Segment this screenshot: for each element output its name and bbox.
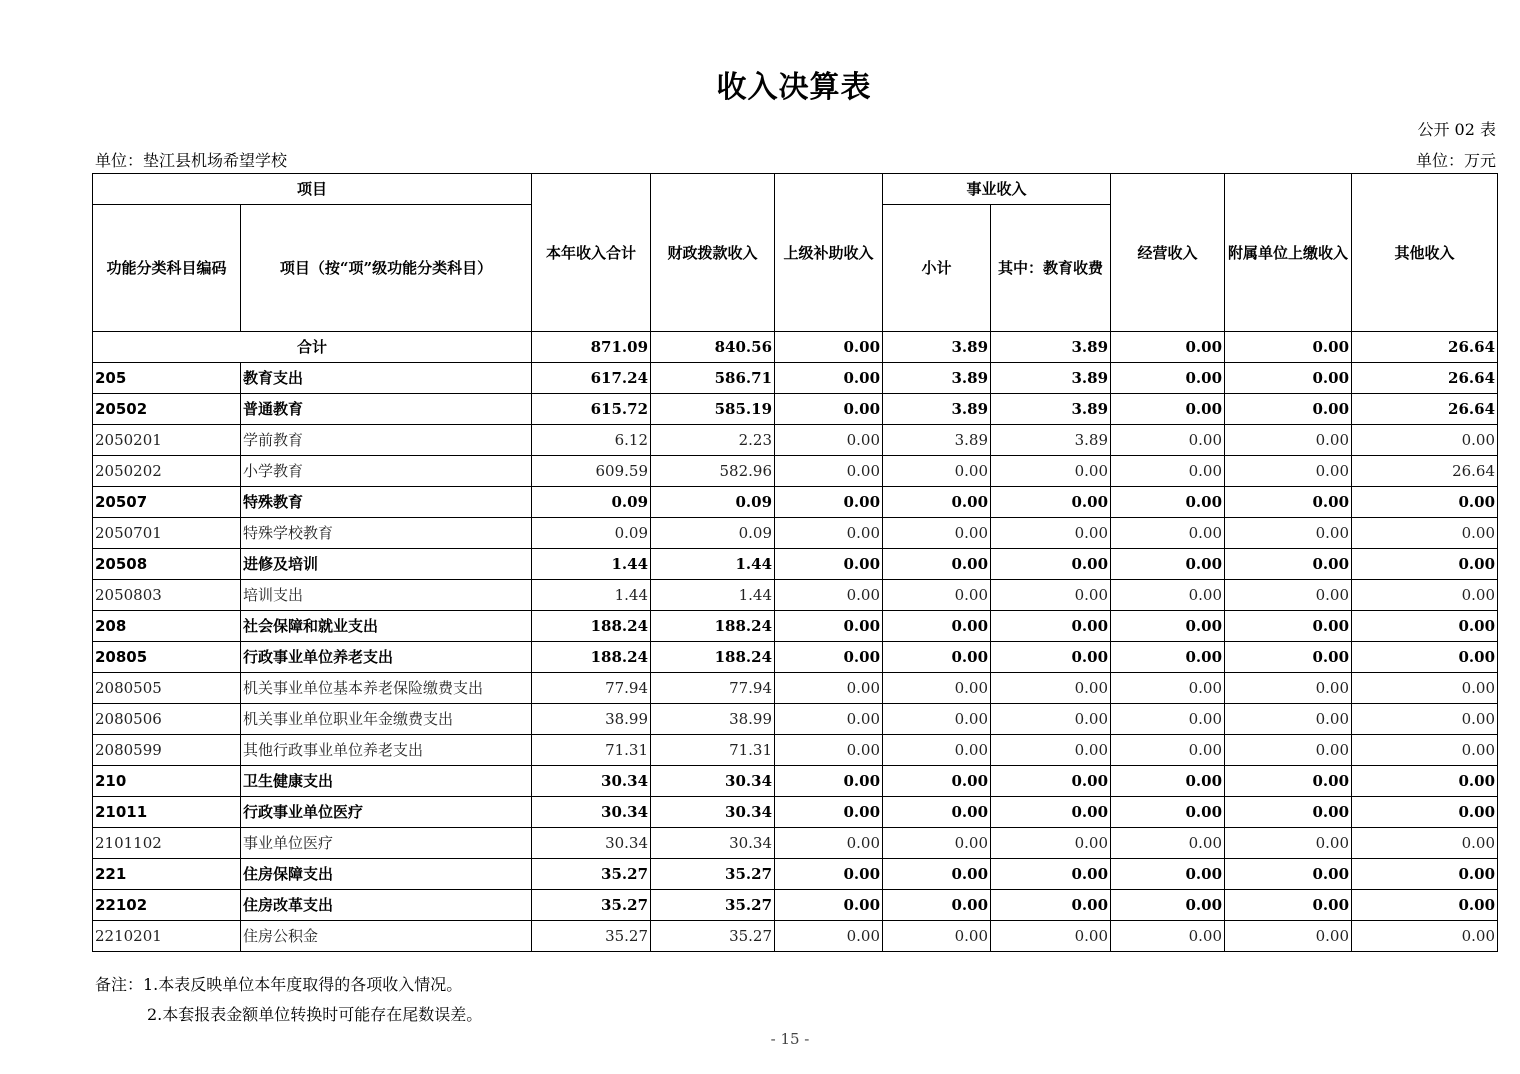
- row-value: 0.00: [883, 642, 991, 673]
- row-value: 0.00: [1111, 642, 1225, 673]
- row-value: 0.00: [883, 580, 991, 611]
- row-name: 住房保障支出: [241, 859, 532, 890]
- table-row: [93, 766, 1498, 797]
- row-value: 0.00: [1111, 394, 1225, 425]
- row-value: 0.00: [1352, 921, 1498, 952]
- total-row: [93, 332, 1498, 363]
- row-code: 2080599: [93, 735, 241, 766]
- row-value: 0.00: [1225, 549, 1352, 580]
- row-value: 0.00: [1225, 859, 1352, 890]
- row-value: 77.94: [532, 673, 651, 704]
- row-value: 0.00: [775, 735, 883, 766]
- row-value: 0.00: [883, 518, 991, 549]
- header-affiliated: 附属单位上缴收入: [1225, 174, 1352, 332]
- row-value: 0.00: [1352, 797, 1498, 828]
- row-value: 0.00: [991, 487, 1111, 518]
- row-value: 0.00: [883, 704, 991, 735]
- row-value: 0.00: [1352, 549, 1498, 580]
- row-code: 2210201: [93, 921, 241, 952]
- row-value: 30.34: [532, 766, 651, 797]
- header-superior: 上级补助收入: [775, 174, 883, 332]
- row-code: 210: [93, 766, 241, 797]
- row-code: 205: [93, 363, 241, 394]
- row-value: 0.00: [1111, 859, 1225, 890]
- row-value: 0.00: [1225, 425, 1352, 456]
- note-2: 2.本套报表金额单位转换时可能存在尾数误差。: [147, 1005, 483, 1024]
- table-row: [93, 394, 1498, 425]
- row-value: 0.00: [1225, 797, 1352, 828]
- row-value: 0.00: [883, 456, 991, 487]
- row-value: 2.23: [651, 425, 775, 456]
- row-value: 0.00: [775, 797, 883, 828]
- row-code: 22102: [93, 890, 241, 921]
- row-value: 0.00: [991, 859, 1111, 890]
- table-row: [93, 735, 1498, 766]
- header-name: 项目（按“项”级功能分类科目）: [241, 205, 532, 332]
- row-code: 2050202: [93, 456, 241, 487]
- row-value: 6.12: [532, 425, 651, 456]
- row-value: 0.00: [1352, 642, 1498, 673]
- row-value: 0.00: [775, 394, 883, 425]
- row-code: 2101102: [93, 828, 241, 859]
- row-value: 188.24: [532, 642, 651, 673]
- notes: [95, 970, 482, 1030]
- header-project: 项目: [93, 174, 532, 205]
- row-name: 机关事业单位基本养老保险缴费支出: [241, 673, 532, 704]
- row-value: 0.00: [775, 425, 883, 456]
- row-value: 35.27: [651, 890, 775, 921]
- row-value: 30.34: [651, 766, 775, 797]
- row-value: 0.00: [991, 797, 1111, 828]
- row-value: 0.00: [1111, 549, 1225, 580]
- row-value: 0.00: [991, 921, 1111, 952]
- row-value: 188.24: [651, 642, 775, 673]
- row-value: 0.00: [775, 859, 883, 890]
- row-value: 30.34: [651, 828, 775, 859]
- header-operating: 经营收入: [1111, 174, 1225, 332]
- row-value: 30.34: [651, 797, 775, 828]
- row-code: 20805: [93, 642, 241, 673]
- row-value: 0.09: [532, 487, 651, 518]
- row-value: 0.00: [1111, 735, 1225, 766]
- row-value: 38.99: [651, 704, 775, 735]
- row-value: 0.00: [1352, 828, 1498, 859]
- row-value: 0.00: [991, 766, 1111, 797]
- row-value: 1.44: [532, 580, 651, 611]
- row-value: 3.89: [883, 425, 991, 456]
- row-name: 卫生健康支出: [241, 766, 532, 797]
- total-cell: 840.56: [651, 332, 775, 363]
- row-value: 0.00: [991, 673, 1111, 704]
- form-code: 公开 02 表: [1417, 120, 1496, 139]
- row-value: 0.00: [1225, 363, 1352, 394]
- row-value: 0.00: [991, 580, 1111, 611]
- table-row: [93, 456, 1498, 487]
- row-value: 0.00: [883, 890, 991, 921]
- total-cell: 3.89: [991, 332, 1111, 363]
- table-row: [93, 673, 1498, 704]
- row-value: 615.72: [532, 394, 651, 425]
- row-value: 35.27: [532, 859, 651, 890]
- row-value: 0.00: [1225, 394, 1352, 425]
- row-value: 0.00: [1352, 859, 1498, 890]
- row-value: 0.00: [883, 549, 991, 580]
- row-value: 0.00: [883, 611, 991, 642]
- row-name: 进修及培训: [241, 549, 532, 580]
- row-name: 住房公积金: [241, 921, 532, 952]
- row-value: 0.00: [1111, 456, 1225, 487]
- row-value: 0.09: [651, 518, 775, 549]
- row-value: 0.00: [1111, 363, 1225, 394]
- row-value: 3.89: [991, 425, 1111, 456]
- total-cell: 0.00: [1111, 332, 1225, 363]
- row-value: 0.09: [532, 518, 651, 549]
- row-value: 35.27: [532, 890, 651, 921]
- row-value: 0.09: [651, 487, 775, 518]
- row-value: 0.00: [883, 828, 991, 859]
- row-value: 35.27: [532, 921, 651, 952]
- row-value: 3.89: [991, 363, 1111, 394]
- row-code: 2050803: [93, 580, 241, 611]
- income-table: [92, 173, 1498, 952]
- row-value: 0.00: [1111, 611, 1225, 642]
- row-value: 0.00: [775, 828, 883, 859]
- row-value: 0.00: [775, 673, 883, 704]
- row-value: 0.00: [1111, 797, 1225, 828]
- row-code: 20502: [93, 394, 241, 425]
- row-value: 0.00: [1111, 487, 1225, 518]
- table-row: [93, 859, 1498, 890]
- table-row: [93, 549, 1498, 580]
- row-name: 教育支出: [241, 363, 532, 394]
- table-row: [93, 518, 1498, 549]
- row-code: 221: [93, 859, 241, 890]
- row-name: 行政事业单位养老支出: [241, 642, 532, 673]
- table-row: [93, 704, 1498, 735]
- row-value: 0.00: [1111, 828, 1225, 859]
- row-value: 0.00: [883, 766, 991, 797]
- row-value: 0.00: [991, 456, 1111, 487]
- row-value: 0.00: [991, 828, 1111, 859]
- row-value: 0.00: [991, 518, 1111, 549]
- total-cell: 0.00: [1225, 332, 1352, 363]
- row-name: 其他行政事业单位养老支出: [241, 735, 532, 766]
- row-name: 社会保障和就业支出: [241, 611, 532, 642]
- row-value: 1.44: [651, 549, 775, 580]
- table-row: [93, 828, 1498, 859]
- row-value: 0.00: [1111, 518, 1225, 549]
- total-cell: 0.00: [775, 332, 883, 363]
- row-value: 188.24: [651, 611, 775, 642]
- row-value: 0.00: [1111, 890, 1225, 921]
- row-value: 0.00: [775, 363, 883, 394]
- row-value: 26.64: [1352, 456, 1498, 487]
- table-row: [93, 611, 1498, 642]
- table-row: [93, 797, 1498, 828]
- table-row: [93, 425, 1498, 456]
- row-value: 0.00: [1225, 611, 1352, 642]
- row-code: 20507: [93, 487, 241, 518]
- total-label: 合计: [93, 332, 532, 363]
- row-value: 0.00: [1352, 611, 1498, 642]
- row-value: 0.00: [1111, 425, 1225, 456]
- page-title: 收入决算表: [716, 70, 872, 105]
- row-value: 0.00: [1352, 487, 1498, 518]
- row-code: 2050701: [93, 518, 241, 549]
- row-value: 0.00: [775, 890, 883, 921]
- row-value: 0.00: [1352, 580, 1498, 611]
- row-value: 0.00: [1352, 766, 1498, 797]
- row-value: 0.00: [775, 549, 883, 580]
- row-value: 0.00: [883, 673, 991, 704]
- row-value: 0.00: [775, 456, 883, 487]
- row-value: 0.00: [883, 797, 991, 828]
- row-value: 0.00: [775, 766, 883, 797]
- row-value: 617.24: [532, 363, 651, 394]
- note-1: 备注：1.本表反映单位本年度取得的各项收入情况。: [95, 975, 463, 994]
- row-value: 0.00: [1225, 642, 1352, 673]
- row-value: 0.00: [1352, 673, 1498, 704]
- row-value: 188.24: [532, 611, 651, 642]
- table-row: [93, 890, 1498, 921]
- row-value: 0.00: [775, 921, 883, 952]
- row-name: 学前教育: [241, 425, 532, 456]
- row-value: 71.31: [532, 735, 651, 766]
- row-value: 0.00: [1352, 890, 1498, 921]
- row-name: 培训支出: [241, 580, 532, 611]
- header-total: 本年收入合计: [532, 174, 651, 332]
- row-name: 小学教育: [241, 456, 532, 487]
- header-education-fee: 其中：教育收费: [991, 205, 1111, 332]
- row-value: 0.00: [1225, 456, 1352, 487]
- row-value: 0.00: [883, 487, 991, 518]
- row-value: 582.96: [651, 456, 775, 487]
- row-code: 208: [93, 611, 241, 642]
- row-code: 20508: [93, 549, 241, 580]
- row-value: 30.34: [532, 797, 651, 828]
- row-value: 0.00: [991, 611, 1111, 642]
- row-value: 0.00: [1111, 766, 1225, 797]
- row-value: 1.44: [532, 549, 651, 580]
- row-value: 0.00: [1225, 580, 1352, 611]
- header-subtotal: 小计: [883, 205, 991, 332]
- row-value: 0.00: [991, 642, 1111, 673]
- row-value: 0.00: [1225, 890, 1352, 921]
- row-value: 26.64: [1352, 394, 1498, 425]
- row-value: 609.59: [532, 456, 651, 487]
- row-value: 0.00: [1111, 673, 1225, 704]
- row-value: 0.00: [1352, 425, 1498, 456]
- row-value: 3.89: [883, 363, 991, 394]
- page-number: - 15 -: [770, 1030, 810, 1048]
- row-value: 38.99: [532, 704, 651, 735]
- row-value: 35.27: [651, 859, 775, 890]
- row-value: 0.00: [775, 487, 883, 518]
- row-value: 0.00: [775, 704, 883, 735]
- row-value: 0.00: [1225, 828, 1352, 859]
- row-value: 585.19: [651, 394, 775, 425]
- table-row: [93, 580, 1498, 611]
- total-cell: 26.64: [1352, 332, 1498, 363]
- row-value: 77.94: [651, 673, 775, 704]
- header-fiscal: 财政拨款收入: [651, 174, 775, 332]
- row-name: 事业单位医疗: [241, 828, 532, 859]
- row-name: 普通教育: [241, 394, 532, 425]
- row-value: 0.00: [1225, 673, 1352, 704]
- table-row: [93, 642, 1498, 673]
- row-value: 0.00: [991, 735, 1111, 766]
- reporting-unit: 单位：垫江县机场希望学校: [95, 151, 288, 170]
- row-value: 0.00: [883, 735, 991, 766]
- row-value: 0.00: [883, 921, 991, 952]
- row-name: 住房改革支出: [241, 890, 532, 921]
- row-name: 机关事业单位职业年金缴费支出: [241, 704, 532, 735]
- row-value: 0.00: [1111, 580, 1225, 611]
- row-value: 0.00: [775, 642, 883, 673]
- row-value: 0.00: [1352, 704, 1498, 735]
- row-value: 0.00: [1352, 518, 1498, 549]
- row-value: 0.00: [1225, 766, 1352, 797]
- row-value: 0.00: [775, 611, 883, 642]
- table-row: [93, 487, 1498, 518]
- row-value: 0.00: [991, 890, 1111, 921]
- row-value: 0.00: [991, 549, 1111, 580]
- row-value: 0.00: [1111, 704, 1225, 735]
- row-code: 2080505: [93, 673, 241, 704]
- row-value: 0.00: [1111, 921, 1225, 952]
- header-code: 功能分类科目编码: [93, 205, 241, 332]
- row-name: 行政事业单位医疗: [241, 797, 532, 828]
- row-code: 2050201: [93, 425, 241, 456]
- row-code: 21011: [93, 797, 241, 828]
- row-value: 586.71: [651, 363, 775, 394]
- row-value: 0.00: [775, 580, 883, 611]
- row-value: 71.31: [651, 735, 775, 766]
- row-value: 0.00: [883, 859, 991, 890]
- row-value: 26.64: [1352, 363, 1498, 394]
- currency-unit: 单位：万元: [1415, 151, 1496, 170]
- header-other: 其他收入: [1352, 174, 1498, 332]
- total-cell: 871.09: [532, 332, 651, 363]
- row-value: 1.44: [651, 580, 775, 611]
- total-cell: 3.89: [883, 332, 991, 363]
- row-value: 0.00: [1225, 704, 1352, 735]
- row-value: 0.00: [1225, 921, 1352, 952]
- row-value: 3.89: [991, 394, 1111, 425]
- row-value: 0.00: [991, 704, 1111, 735]
- row-value: 0.00: [1352, 735, 1498, 766]
- table-row: [93, 921, 1498, 952]
- row-value: 0.00: [775, 518, 883, 549]
- header-business-group: 事业收入: [883, 174, 1111, 205]
- row-value: 0.00: [1225, 518, 1352, 549]
- row-value: 30.34: [532, 828, 651, 859]
- row-code: 2080506: [93, 704, 241, 735]
- row-value: 0.00: [1225, 487, 1352, 518]
- table-row: [93, 363, 1498, 394]
- row-value: 0.00: [1225, 735, 1352, 766]
- row-value: 35.27: [651, 921, 775, 952]
- row-value: 3.89: [883, 394, 991, 425]
- row-name: 特殊学校教育: [241, 518, 532, 549]
- row-name: 特殊教育: [241, 487, 532, 518]
